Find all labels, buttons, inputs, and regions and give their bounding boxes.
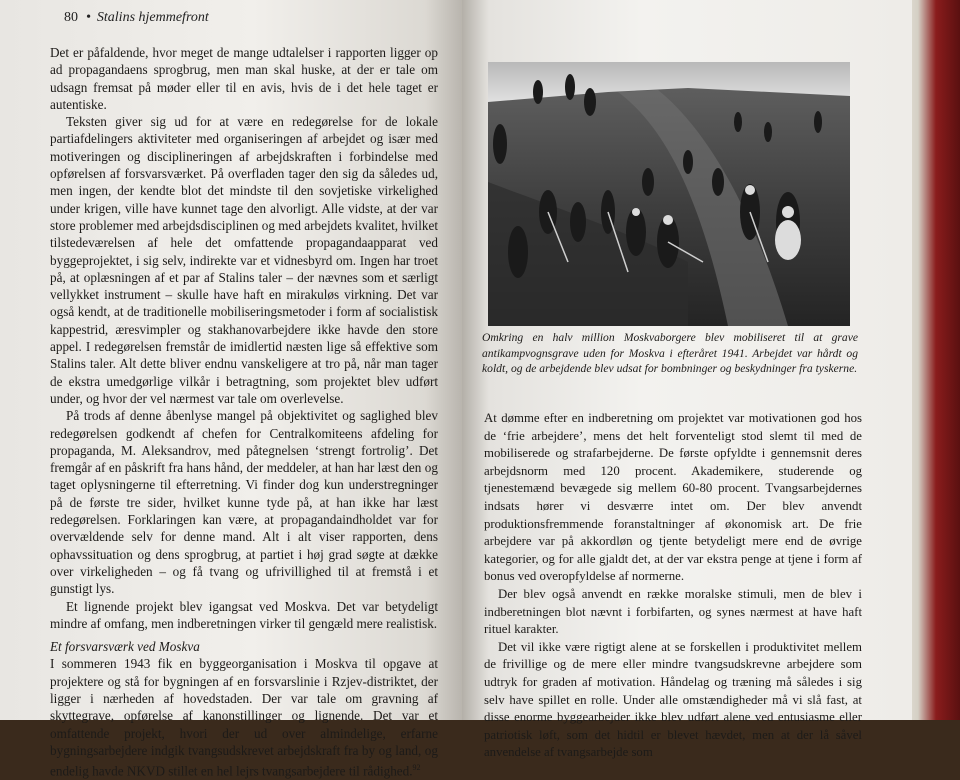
paragraph: Et lignende projekt blev igangsat ved Moskva. Det var betydeligt mindre af omfang, men indberetningen virker til gengæld mere realistisk. bbox=[50, 598, 438, 631]
left-text-column bbox=[50, 44, 438, 780]
historical-photograph bbox=[488, 62, 850, 326]
section-paragraph-text: I sommeren 1943 fik en byggeorganisation i Moskva til opgave at projektere og stå for bygningen af en forsvarslinie i Rzjev-distriktet, der ligger i nærheden af hovedstaden. Der var tale om gravning af skyttegrave, opførelse af kanonstillinger og lignende. Det var et omfattende projekt, hvori der ud over almindelige, erfarne bygningsarbejdere indgik tvangsudskrevet arbejdskraft fra by og land, og endelig havde NKVD stillet en hel lejrs tvangsarbejdere til rådighed. bbox=[50, 656, 438, 779]
right-page bbox=[462, 0, 912, 760]
running-header bbox=[64, 10, 209, 26]
left-page bbox=[0, 0, 462, 779]
section-heading: Et forsvarsværk ved Moskva bbox=[50, 639, 200, 655]
photo-caption: Omkring en halv million Moskvaborgere blev mobiliseret til at grave antikampvognsgrave uden for Moskva i efteråret 1941. Arbejdet var hårdt og koldt, og de arbejdende blev udsat for bombninger og beskydninger fra tyskerne. bbox=[482, 331, 858, 375]
paragraph: At dømme efter en indberetning om projektet var motivationen god hos de ‘frie arbejdere’, mens det helt forventeligt stod slemt til med de mobiliserede og strafarbejderne. De første opfyldte i gennemsnit deres arbejdsnorm med 120 procent. Akademikere, studerende og tjenestemænd bevægede sig mellem 60-80 procent. Tvangsarbejdernes indsats hører vi desværre intet om. Der blev anvendt produktionsfremmende foranstaltninger af økonomisk art. De frie arbejdere var på akkordløn og tjente betydeligt mere end de øvrige kategorier, og for alle gjaldt det, at der var ekstra penge at tjene i form af bonus ved overopfyldelse af normerne. bbox=[484, 411, 862, 584]
footnote-reference: 92 bbox=[412, 763, 421, 773]
paragraph: På trods af denne åbenlyse mangel på objektivitet og saglighed blev redegørelsen godkendt af chefen for Centralkomiteens afdeling for propaganda, M. Aleksandrov, med påtegnelsen ‘strengt fortrolig’. Det fremgår af en påskrift fra hans hånd, der meddeler, at han har læst den og taget oplysningerne til efterretning. Vi finder dog kun understregninger på de første tre sider, hvilket kunne tyde på, at han ikke har læst redegørelsen. Forklaringen kan være, at propagandaindholdet var for overvældende selv for denne mand. Alt i alt viser rapporten, dens ophavssituation og dens sprogbrug, at partiet i høj grad søgte at dække over virkeligheden – og få tvang og ufrivillighed til at fremstå i et gunstigt lys. bbox=[50, 408, 438, 597]
page-number: 80 bbox=[64, 10, 78, 25]
paragraph: Det er påfaldende, hvor meget de mange udtalelser i rapporten ligger op ad propagandaens sprogbrug, men man skal huske, at der er tale om udsagn fremsat på møder eller til en avis, hvis de i det hele taget er autentiske. bbox=[50, 45, 438, 112]
bullet-separator: • bbox=[86, 10, 91, 25]
paragraph: Teksten giver sig ud for at være en redegørelse for de lokale partiafdelingers aktiviteter med organiseringen af arbejdet og især med motiveringen og disciplineringen af arbejdskraften i forbindelse med opførelsen af forsvarsværket. På overfladen tager den sig da således ud, men ingen, der kendte blot det mindste til den sovjetiske virkelighed under krigen, ville have kunnet tage den alvorligt. Alle vidste, at der var store problemer med arbejdsdisciplinen og med arbejdets kvalitet, hvilket tilstedeværelsen af hele det omfattende propagandaapparat ved byggeprojektet, i sig selv, indirekte var et vidnesbyrd om. Ingen har troet på, at oplæsningen af et par af Stalins taler – der nævnes som et særligt vellykket instrument – skulle have haft en mirakuløs virkning. Det var også kendt, at de traditionelle mobiliseringsmetoder i form af socialistisk kappestrid, æresvimpler og stakhanovarbejdere ikke havde den store appel. I redegørelsen fremstår de imidlertid næsten lige så effektive som Stalins taler. Alt dette bliver endnu vanskeligere at tro på, når man tager de ekstra umedgørlige vilkår i betragtning, som projektet blev udført under, og hvor der vel nærmest var tale om overlevelse. bbox=[50, 114, 438, 406]
paragraph: Det vil ikke være rigtigt alene at se forskellen i produktivitet mellem de frivillige og de mere eller mindre tvangsudskrevne arbejdere som udtryk for graden af motivation. Håndelag og træning må således i sig selv have spillet en rolle. Under alle omstændigheder må vi slå fast, at disse enorme byggearbejder ikke blev udført alene ved entusiasme eller patriotisk løft, som det hidtil er blevet hævdet, men at der lå såvel anvendelse af tvangsarbejde som bbox=[484, 639, 862, 760]
right-text-column bbox=[484, 410, 862, 762]
paragraph: Der blev også anvendt en række moralske stimuli, men de blev i indberetningen blot nævnt i forbifarten, og synes nærmest at have haft rituel karakter. bbox=[484, 586, 862, 637]
section-paragraph bbox=[50, 655, 438, 779]
photo-illustration bbox=[488, 62, 850, 326]
running-head-title: Stalins hjemmefront bbox=[96, 10, 209, 25]
